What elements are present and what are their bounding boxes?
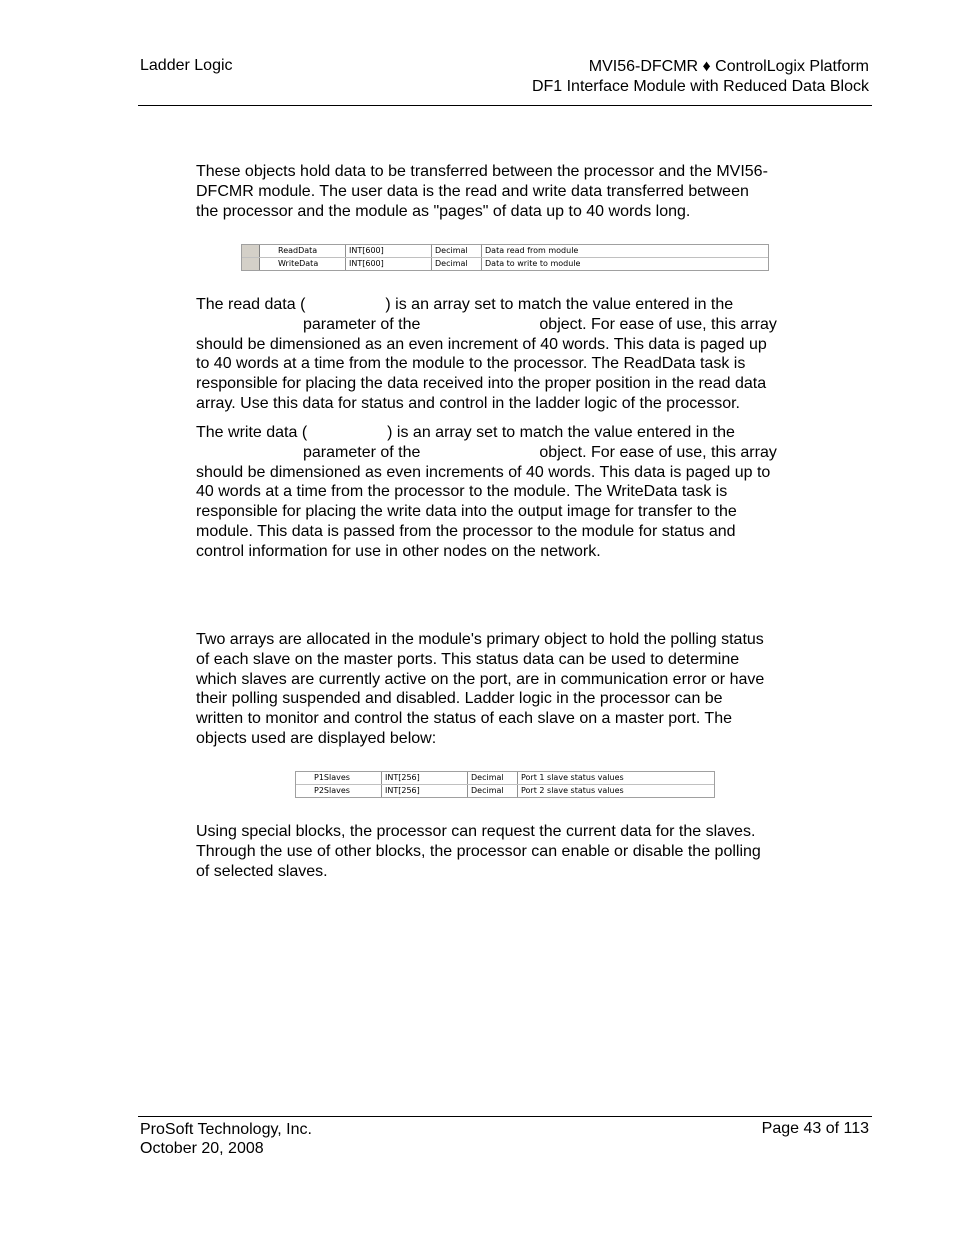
text-line: module. This data is passed from the processor to the module for status and bbox=[196, 522, 736, 540]
text-line: DFCMR module. The user data is the read and write data transferred between bbox=[196, 182, 749, 200]
text-line: which slaves are currently active on the port, are in communication error or have bbox=[196, 670, 765, 688]
text-fragment: object. For ease of use, this array bbox=[539, 315, 777, 333]
tag-description: Port 1 slave status values bbox=[521, 773, 624, 782]
text-fragment: The read data ( bbox=[196, 296, 306, 313]
text-fragment: ) is an array set to match the value entered in the bbox=[387, 424, 735, 441]
table-row bbox=[242, 245, 768, 258]
read-data-paragraph bbox=[196, 295, 816, 414]
header-rule bbox=[138, 105, 872, 106]
text-line: 40 words at a time from the processor to the module. The WriteData task is bbox=[196, 483, 728, 501]
text-line: of each slave on the master ports. This status data can be used to determine bbox=[196, 650, 740, 668]
tag-style: Decimal bbox=[432, 245, 482, 257]
write-data-paragraph bbox=[196, 423, 816, 562]
blocks-paragraph bbox=[196, 822, 816, 881]
row-handle bbox=[242, 245, 260, 257]
intro-paragraph bbox=[196, 162, 816, 221]
text-line: array. Use this data for status and control in the ladder logic of the processor. bbox=[196, 394, 740, 412]
text-line: the processor and the module as "pages" of data up to 40 words long. bbox=[196, 202, 691, 220]
tag-style: Decimal bbox=[432, 258, 482, 270]
tag-type: INT[256] bbox=[382, 772, 468, 784]
text-line: their polling suspended and disabled. Ladder logic in the processor can be bbox=[196, 690, 723, 708]
text-line: of selected slaves. bbox=[196, 862, 328, 880]
text-fragment: parameter of the bbox=[303, 315, 421, 333]
text-line: Through the use of other blocks, the processor can enable or disable the polling bbox=[196, 842, 761, 860]
row-handle bbox=[242, 258, 260, 270]
footer-rule bbox=[138, 1116, 872, 1117]
text-line: should be dimensioned as an even increment of 40 words. This data is paged up bbox=[196, 335, 767, 353]
tag-style: Decimal bbox=[468, 772, 518, 784]
text-fragment: The write data ( bbox=[196, 424, 308, 441]
text-line: should be dimensioned as even increments of 40 words. This data is paged up to bbox=[196, 463, 771, 481]
text-line: These objects hold data to be transferred between the processor and the MVI56- bbox=[196, 163, 768, 180]
tag-name: P1Slaves bbox=[296, 772, 382, 784]
text-line: to 40 words at a time from the module to the processor. The ReadData task is bbox=[196, 355, 746, 373]
tag-type: INT[600] bbox=[346, 258, 432, 270]
slave-tag-table bbox=[295, 771, 715, 798]
text-line: written to monitor and control the status of each slave on a master port. The bbox=[196, 710, 732, 728]
text-fragment: ) is an array set to match the value entered in the bbox=[385, 296, 734, 313]
tag-type: INT[600] bbox=[346, 245, 432, 257]
text-fragment: object. For ease of use, this array bbox=[539, 443, 777, 461]
company-name: ProSoft Technology, Inc. bbox=[140, 1121, 312, 1138]
text-line: Using special blocks, the processor can request the current data for the slaves. bbox=[196, 823, 756, 840]
text-line: control information for use in other nodes on the network. bbox=[196, 542, 601, 560]
tag-type: INT[256] bbox=[382, 785, 468, 797]
product-title bbox=[532, 57, 869, 97]
tag-description: Data to write to module bbox=[485, 259, 581, 268]
page-number: Page 43 of 113 bbox=[761, 1120, 869, 1137]
tag-description: Data read from module bbox=[485, 246, 579, 255]
product-line-1: MVI56-DFCMR ♦ ControlLogix Platform bbox=[588, 58, 869, 75]
slave-status-paragraph bbox=[196, 630, 816, 749]
document-date: October 20, 2008 bbox=[140, 1140, 264, 1157]
text-line: responsible for placing the data received into the proper position in the read data bbox=[196, 375, 767, 393]
data-tag-table bbox=[241, 244, 769, 271]
text-line: Two arrays are allocated in the module's primary object to hold the polling status bbox=[196, 631, 764, 648]
text-fragment: parameter of the bbox=[303, 443, 421, 461]
tag-name: ReadData bbox=[260, 245, 346, 257]
tag-name: P2Slaves bbox=[296, 785, 382, 797]
text-line: objects used are displayed below: bbox=[196, 729, 437, 747]
product-line-2: DF1 Interface Module with Reduced Data Block bbox=[531, 78, 869, 95]
tag-style: Decimal bbox=[468, 785, 518, 797]
footer-left bbox=[140, 1120, 312, 1158]
tag-description: Port 2 slave status values bbox=[521, 786, 624, 795]
table-row bbox=[296, 785, 714, 797]
text-line: responsible for placing the write data into the output image for transfer to the bbox=[196, 503, 737, 521]
section-title: Ladder Logic bbox=[140, 57, 233, 74]
table-row bbox=[242, 258, 768, 270]
tag-name: WriteData bbox=[260, 258, 346, 270]
table-row bbox=[296, 772, 714, 785]
